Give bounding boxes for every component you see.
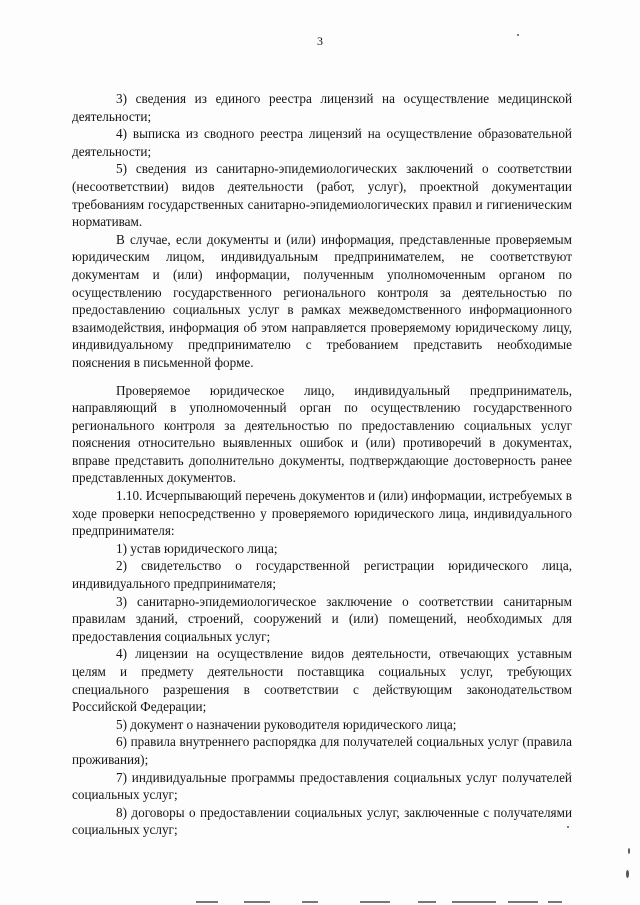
scan-edge-marks bbox=[190, 893, 570, 905]
list-item: 2) свидетельство о государственной регистрации юридического лица, индивидуального предпринимателя; bbox=[72, 558, 572, 592]
scan-speck bbox=[517, 34, 519, 36]
list-item: 6) правила внутреннего распорядка для получателей социальных услуг (правила проживания); bbox=[72, 734, 572, 767]
list-item: 3) санитарно-эпидемиологическое заключение о соответствии санитарным правилам зданий, строений, сооружений и (или) помещений, необходимых для предоставления социальных услуг; bbox=[72, 593, 572, 644]
section-heading-paragraph: 1.10. Исчерпывающий перечень документов и (или) информации, истребуемых в ходе проверки непосредственно у проверяемого юридического лица, индивидуального предпринимателя: bbox=[72, 488, 572, 539]
list-item: 1) устав юридического лица; bbox=[116, 540, 278, 556]
list-item: 5) документ о назначении руководителя юридического лица; bbox=[116, 716, 457, 732]
list-item: 7) индивидуальные программы предоставления социальных услуг получателей социальных услуг; bbox=[72, 769, 572, 803]
scan-speck bbox=[626, 870, 629, 878]
list-item: 5) сведения из санитарно-эпидемиологических заключений о соответствии (несоответствии) видов деятельности (работ, услуг), проектной документации требованиям государственных санитарно-эпидемиологических правил и гигиеническим нормативам. bbox=[72, 161, 572, 230]
list-item: 4) выписка из сводного реестра лицензий на осуществление образовательной деятельности; bbox=[72, 126, 572, 159]
paragraph: Проверяемое юридическое лицо, индивидуальный предприниматель, направляющий в уполномоченный орган по осуществлению государственного регионального контроля за деятельностью по предоставлению социальных услуг пояснения относительно выявленных ошибок и (или) противоречий в документах, вправе представить дополнительно документы, подтверждающие достоверность ранее представленных документов. bbox=[72, 382, 572, 486]
scan-speck bbox=[567, 826, 569, 828]
document-body bbox=[72, 90, 572, 839]
paragraph: В случае, если документы и (или) информация, представленные проверяемым юридическим лицом, индивидуальным предпринимателем, не соответствуют документам и (или) информации, полученным уполномоченным органом по осуществлению государственного регионального контроля за деятельностью по предоставлению социальных услуг в рамках межведомственного информационного взаимодействия, информация об этом направляется проверяемому юридическому лицу, индивидуальному предпринимателю с требованием представить необходимые пояснения в письменной форме. bbox=[72, 231, 572, 370]
list-item: 8) договоры о предоставлении социальных услуг, заключенные с получателями социальных услуг; bbox=[72, 804, 572, 838]
scan-speck bbox=[628, 848, 630, 854]
list-item: 3) сведения из единого реестра лицензий на осуществление медицинской деятельности; bbox=[72, 91, 572, 124]
list-item: 4) лицензии на осуществление видов деятельности, отвечающих уставным целям и предмету деятельности поставщика социальных услуг, требующих специального разрешения в соответствии с действующим законодательством Российской Федерации; bbox=[72, 646, 572, 715]
page-number: 3 bbox=[317, 34, 323, 48]
